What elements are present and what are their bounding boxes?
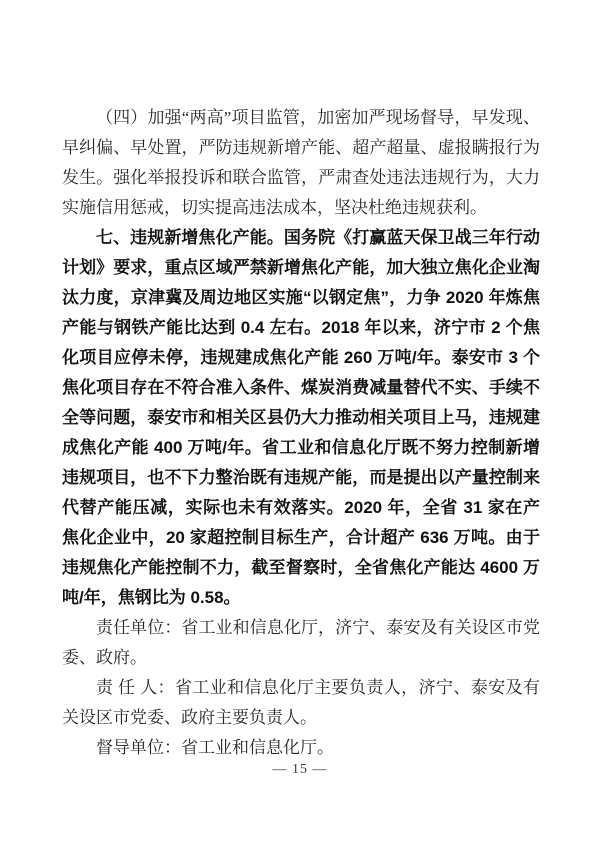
- paragraph-supervising-unit: 督导单位：省工业和信息化厅。: [96, 738, 334, 757]
- page-number: — 15 —: [272, 762, 328, 777]
- paragraph-responsible-person: 责 任 人：省工业和信息化厅主要负责人，济宁、泰安及有关设区市党委、政府主要负责人。: [62, 678, 540, 727]
- paragraph-item-7-coking-capacity: 七、违规新增焦化产能。国务院《打赢蓝天保卫战三年行动计划》要求，重点区域严禁新增焦化产能，加大独立焦化企业淘汰力度，京津冀及周边地区实施“以钢定焦”，力争 2020 年炼焦产能与钢铁产能比达到 0.4 左右。2018 年以来，济宁市 2 个焦化项目应停未停，违规建成焦化产能 260 万吨/年。泰安市 3 个焦化项目存在不符合准入条件、煤炭消费减量替代不实、手续不全等问题，泰安市和相关区县仍大力推动相关项目上马，违规建成焦化产能 400 万吨/年。省工业和信息化厅既不努力控制新增违规项目，也不下力整治既有违规产能，而是提出以产量控制来代替产能压减，实际也未有效落实。2020 年，全省 31 家在产焦化企业中，20 家超控制目标生产，合计超产 636 万吨。由于违规焦化产能控制不力，截至督察时，全省焦化产能达 4600 万吨/年，焦钢比为 0.58。: [62, 228, 540, 607]
- paragraph-item-4-supervision: （四）加强“两高”项目监管，加密加严现场督导，早发现、早纠偏、早处置，严防违规新增产能、超产超量、虚报瞒报行为发生。强化举报投诉和联合监管，严肃查处违法违规行为，大力实施信用惩戒，切实提高违法成本，坚决杜绝违规获利。: [62, 108, 540, 217]
- document-body: [62, 103, 540, 763]
- paragraph-responsible-unit: 责任单位：省工业和信息化厅，济宁、泰安及有关设区市党委、政府。: [62, 618, 540, 667]
